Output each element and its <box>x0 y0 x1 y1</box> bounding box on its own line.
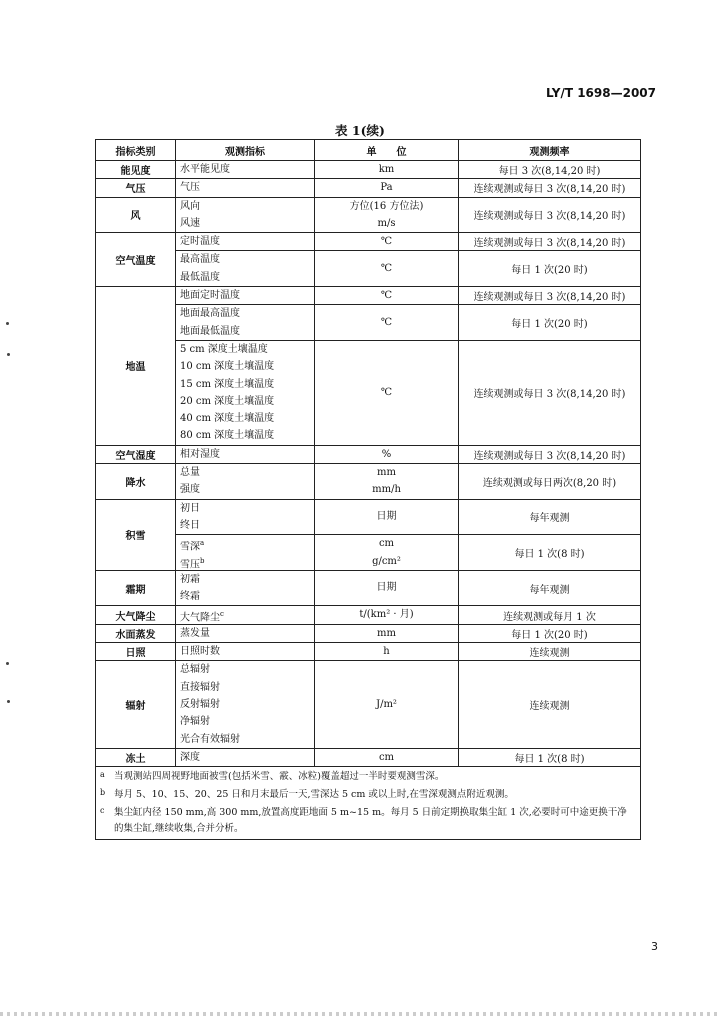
category-cell: 水面蒸发 <box>96 624 176 642</box>
indicator-text: 大气降尘 <box>180 612 220 624</box>
unit <box>319 179 454 196</box>
indicator-text: 风向 <box>180 200 200 212</box>
category-cell: 地温 <box>96 287 176 446</box>
footnote-text: 每月 5、10、15、20、25 日和月末最后一天,雪深达 5 cm 或以上时,在雪深观测点附近观测。 <box>114 789 514 801</box>
indicator-cell <box>176 624 315 642</box>
unit-cell <box>315 499 459 535</box>
unit-cell <box>315 305 459 341</box>
page-number: 3 <box>651 940 658 953</box>
indicator-text: 地面最高温度 <box>180 308 240 320</box>
unit-text: cm <box>378 538 395 550</box>
frequency-cell: 连续观测 <box>459 661 641 748</box>
frequency-cell: 连续观测或每日 3 次(8,14,20 时) <box>459 287 641 305</box>
unit-text: mm <box>377 467 396 479</box>
frequency-cell: 连续观测或每日 3 次(8,14,20 时) <box>459 233 641 251</box>
unit-text: Pa <box>380 182 393 194</box>
category-cell: 霜期 <box>96 570 176 606</box>
indicator <box>180 535 310 552</box>
unit-text: ℃ <box>380 290 393 302</box>
indicator-text: 水平能见度 <box>180 164 230 175</box>
indicator-cell <box>176 661 315 748</box>
unit-cell <box>315 535 459 571</box>
indicator-text: 终霜 <box>180 591 200 603</box>
unit-cell <box>315 445 459 463</box>
unit <box>319 215 454 232</box>
unit-text: 日期 <box>376 511 397 523</box>
footnote-mark: b <box>200 556 205 565</box>
category-cell: 气压 <box>96 179 176 197</box>
unit-text: 日期 <box>376 582 397 594</box>
table-row <box>96 499 641 535</box>
indicator <box>180 393 310 410</box>
unit <box>319 446 454 463</box>
unit <box>319 508 454 525</box>
unit <box>319 625 454 642</box>
indicator <box>180 179 310 196</box>
unit <box>319 287 454 304</box>
unit-cell <box>315 464 459 500</box>
indicator <box>180 553 310 570</box>
scan-speck <box>7 353 10 356</box>
indicator-text: 地面最低温度 <box>180 325 240 337</box>
frequency-cell: 每年观测 <box>459 499 641 535</box>
unit-cell <box>315 251 459 287</box>
category-cell: 积雪 <box>96 499 176 570</box>
table-row <box>96 305 641 341</box>
indicator-text: 相对湿度 <box>180 448 220 460</box>
indicator-text: 地面定时温度 <box>180 290 240 302</box>
unit-cell <box>315 624 459 642</box>
unit-text: h <box>383 646 390 658</box>
indicator <box>180 358 310 375</box>
unit-text: t/(km² · 月) <box>359 609 414 621</box>
column-header: 观测频率 <box>459 140 641 161</box>
unit-cell <box>315 570 459 606</box>
indicator <box>180 713 310 730</box>
indicator <box>180 464 310 481</box>
indicator-text: 总辐射 <box>180 664 210 676</box>
column-header: 指标类别 <box>96 140 176 161</box>
footnote-mark: c <box>220 610 224 619</box>
footnote-mark: c <box>100 806 105 816</box>
indicator-cell <box>176 643 315 661</box>
indicator <box>180 606 310 623</box>
indicator <box>180 446 310 463</box>
table-row <box>96 464 641 500</box>
unit-text: % <box>381 448 392 460</box>
table-row <box>96 179 641 197</box>
scan-edge <box>0 1012 720 1016</box>
indicator-cell <box>176 197 315 233</box>
indicator-text: 蒸发量 <box>180 627 210 639</box>
indicator-cell <box>176 233 315 251</box>
table-row <box>96 445 641 463</box>
unit-cell <box>315 197 459 233</box>
indicator-cell <box>176 535 315 571</box>
unit-cell <box>315 287 459 305</box>
table-row <box>96 197 641 233</box>
indicator-text: 气压 <box>180 182 200 194</box>
unit <box>319 233 454 250</box>
indicator-cell <box>176 179 315 197</box>
table-title: 表 1(续) <box>335 123 385 138</box>
category-cell: 空气湿度 <box>96 445 176 463</box>
indicator-cell <box>176 287 315 305</box>
table-row <box>96 251 641 287</box>
indicator-text: 20 cm 深度土壤温度 <box>180 395 275 407</box>
indicator-text: 初日 <box>180 502 200 514</box>
indicator-text: 净辐射 <box>180 716 210 728</box>
indicator-text: 日照时数 <box>180 646 220 658</box>
unit <box>319 553 454 570</box>
unit-cell <box>315 233 459 251</box>
frequency-cell: 每日 1 次(20 时) <box>459 305 641 341</box>
indicator <box>180 161 310 178</box>
observation-table <box>95 139 641 840</box>
indicator-cell <box>176 464 315 500</box>
indicator <box>180 305 310 322</box>
indicator <box>180 749 310 766</box>
table-row <box>96 624 641 642</box>
scan-speck <box>6 662 9 665</box>
unit-cell <box>315 340 459 445</box>
indicator-text: 反射辐射 <box>180 698 220 710</box>
indicator <box>180 481 310 498</box>
indicator-text: 深度 <box>180 751 200 763</box>
category-cell: 辐射 <box>96 661 176 748</box>
unit-text: ℃ <box>380 317 393 329</box>
unit-text: ℃ <box>380 236 393 248</box>
scan-speck <box>6 322 9 325</box>
frequency-cell: 连续观测或每日 3 次(8,14,20 时) <box>459 179 641 197</box>
frequency-cell: 每日 1 次(20 时) <box>459 624 641 642</box>
indicator-cell <box>176 445 315 463</box>
table-row <box>96 161 641 179</box>
indicator-text: 最高温度 <box>180 254 220 266</box>
frequency-cell: 连续观测或每日 3 次(8,14,20 时) <box>459 340 641 445</box>
indicator <box>180 517 310 534</box>
frequency-cell: 每日 1 次(8 时) <box>459 748 641 766</box>
frequency-cell: 连续观测或每日两次(8,20 时) <box>459 464 641 500</box>
indicator-text: 雪压 <box>180 558 200 570</box>
unit <box>319 198 454 215</box>
unit <box>319 579 454 596</box>
unit-text: ℃ <box>380 263 393 275</box>
indicator <box>180 500 310 517</box>
unit-cell <box>315 179 459 197</box>
footnote <box>100 805 636 837</box>
indicator <box>180 233 310 250</box>
unit <box>319 314 454 331</box>
frequency-cell: 每年观测 <box>459 570 641 606</box>
table-row <box>96 661 641 748</box>
unit-text: km <box>378 164 395 175</box>
table-row <box>96 233 641 251</box>
column-header: 单 位 <box>315 140 459 161</box>
unit-text: cm <box>378 751 395 763</box>
indicator-cell <box>176 499 315 535</box>
category-cell: 降水 <box>96 464 176 500</box>
standard-code: LY/T 1698—2007 <box>545 86 656 100</box>
indicator <box>180 696 310 713</box>
indicator-text: 强度 <box>180 484 200 496</box>
footnote-mark: a <box>200 539 205 548</box>
table-row <box>96 287 641 305</box>
indicator-cell <box>176 340 315 445</box>
indicator <box>180 625 310 642</box>
frequency-cell: 每日 1 次(20 时) <box>459 251 641 287</box>
indicator-text: 风速 <box>180 217 200 229</box>
indicator <box>180 376 310 393</box>
unit <box>319 535 454 552</box>
indicator-text: 定时温度 <box>180 236 220 248</box>
frequency-cell: 每日 1 次(8 时) <box>459 535 641 571</box>
footnote-mark: b <box>100 788 106 798</box>
unit <box>319 161 454 178</box>
unit-text: m/s <box>377 217 396 229</box>
indicator <box>180 410 310 427</box>
indicator-cell <box>176 305 315 341</box>
table-row <box>96 643 641 661</box>
indicator-text: 15 cm 深度土壤温度 <box>180 378 275 390</box>
category-cell: 风 <box>96 197 176 233</box>
unit <box>319 464 454 481</box>
table-body <box>96 161 641 767</box>
table-row <box>96 535 641 571</box>
category-cell: 冻土 <box>96 748 176 766</box>
unit-cell <box>315 748 459 766</box>
unit-cell <box>315 606 459 624</box>
indicator-cell <box>176 748 315 766</box>
indicator <box>180 198 310 215</box>
indicator <box>180 643 310 660</box>
table-header-row <box>96 140 641 161</box>
category-cell: 日照 <box>96 643 176 661</box>
frequency-cell: 连续观测或每月 1 次 <box>459 606 641 624</box>
indicator-text: 直接辐射 <box>180 681 220 693</box>
column-header: 观测指标 <box>176 140 315 161</box>
frequency-cell: 连续观测 <box>459 643 641 661</box>
indicator <box>180 269 310 286</box>
indicator <box>180 323 310 340</box>
unit <box>319 749 454 766</box>
frequency-cell: 每日 3 次(8,14,20 时) <box>459 161 641 179</box>
unit <box>319 384 454 401</box>
table-row <box>96 340 641 445</box>
indicator <box>180 679 310 696</box>
indicator <box>180 731 310 748</box>
unit-text: mm/h <box>372 484 401 496</box>
unit-text: 方位(16 方位法) <box>349 200 424 212</box>
unit-text: g/cm² <box>372 555 401 567</box>
unit <box>319 481 454 498</box>
indicator <box>180 287 310 304</box>
category-cell: 大气降尘 <box>96 606 176 624</box>
unit-text: mm <box>377 627 396 639</box>
unit-text: ℃ <box>380 387 393 399</box>
indicator-text: 终日 <box>180 519 200 531</box>
indicator-text: 40 cm 深度土壤温度 <box>180 413 275 425</box>
footnote-mark: a <box>100 770 105 780</box>
indicator <box>180 215 310 232</box>
indicator-text: 光合有效辐射 <box>180 733 240 745</box>
unit <box>319 643 454 660</box>
table-row <box>96 570 641 606</box>
indicator-text: 最低温度 <box>180 271 220 283</box>
indicator <box>180 661 310 678</box>
unit-text: J/m² <box>376 698 397 710</box>
footnote <box>100 769 636 785</box>
unit <box>319 606 454 623</box>
table-row <box>96 748 641 766</box>
table-notes <box>96 767 641 840</box>
indicator <box>180 251 310 268</box>
notes-row <box>96 767 641 840</box>
unit <box>319 696 454 713</box>
footnote-text: 集尘缸内径 150 mm,高 300 mm,放置高度距地面 5 m~15 m。每月 5 日前定期换取集尘缸 1 次,必要时可中途更换干净的集尘缸,继续收集,合并分析。 <box>114 807 627 835</box>
indicator <box>180 588 310 605</box>
category-cell: 能见度 <box>96 161 176 179</box>
indicator-cell <box>176 161 315 179</box>
unit-cell <box>315 161 459 179</box>
indicator <box>180 341 310 358</box>
indicator-text: 初霜 <box>180 573 200 585</box>
indicator-cell <box>176 606 315 624</box>
indicator <box>180 427 310 444</box>
unit-cell <box>315 643 459 661</box>
indicator-text: 80 cm 深度土壤温度 <box>180 430 275 442</box>
footnote-text: 当观测站四周视野地面被雪(包括米雪、霰、冰粒)覆盖超过一半时要观测雪深。 <box>114 771 445 783</box>
category-cell: 空气温度 <box>96 233 176 287</box>
frequency-cell: 连续观测或每日 3 次(8,14,20 时) <box>459 445 641 463</box>
indicator-text: 5 cm 深度土壤温度 <box>180 343 268 355</box>
indicator-cell <box>176 570 315 606</box>
indicator-text: 10 cm 深度土壤温度 <box>180 361 275 373</box>
indicator-text: 雪深 <box>180 541 200 553</box>
scan-speck <box>7 700 10 703</box>
footnote <box>100 787 636 803</box>
indicator-text: 总量 <box>180 467 200 479</box>
table-row <box>96 606 641 624</box>
unit <box>319 260 454 277</box>
frequency-cell: 连续观测或每日 3 次(8,14,20 时) <box>459 197 641 233</box>
unit-cell <box>315 661 459 748</box>
indicator-cell <box>176 251 315 287</box>
indicator <box>180 571 310 588</box>
